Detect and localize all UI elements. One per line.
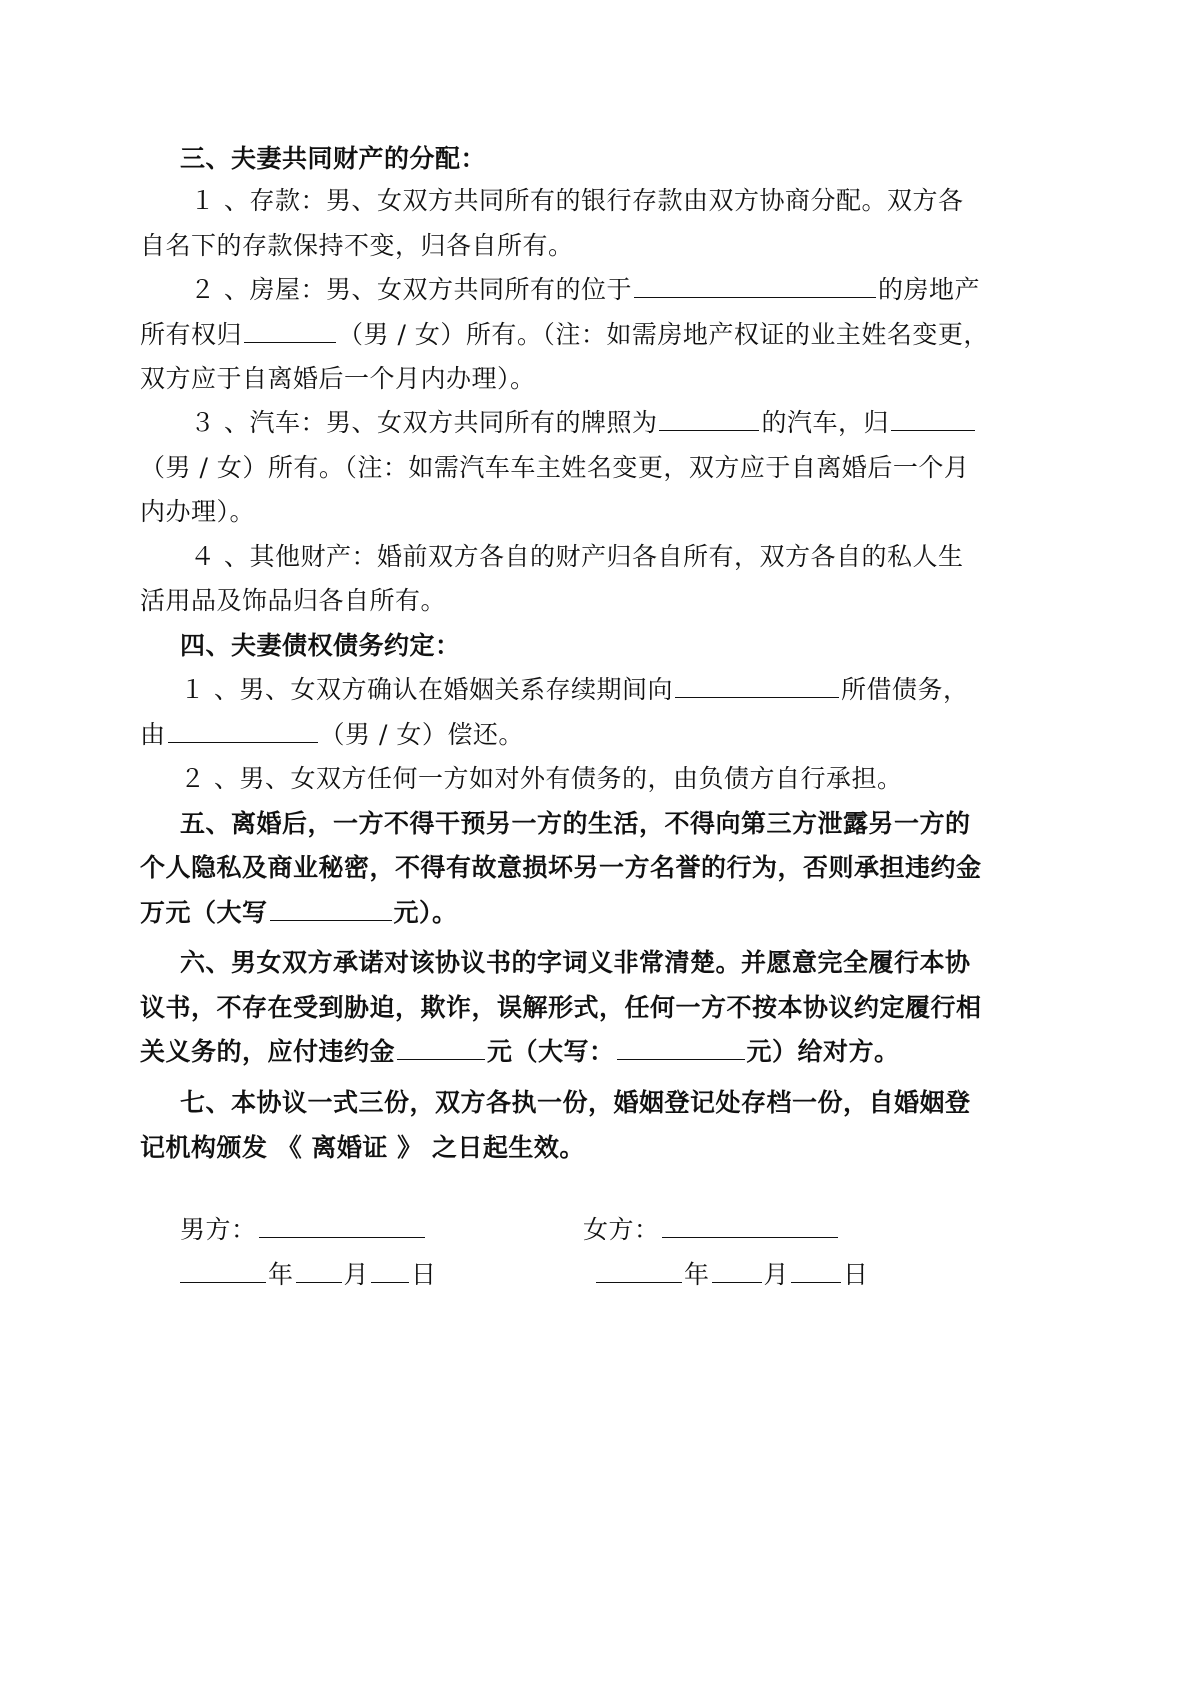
female-signature-blank[interactable]	[662, 1213, 838, 1238]
section5-line1: 五、离婚后，一方不得干预另一方的生活，不得向第三方泄露另一方的	[180, 809, 971, 838]
property-location-blank[interactable]	[634, 273, 876, 298]
debt-payer-blank[interactable]	[168, 718, 318, 743]
section4-item2: ２ 、男、女双方任何一方如对外有债务的，由负债方自行承担。	[180, 764, 903, 793]
section7-line1: 七、本协议一式三份，双方各执一份，婚姻登记处存档一份，自婚姻登	[180, 1088, 971, 1117]
section3-item1-line1: １ 、存款：男、女双方共同所有的银行存款由双方协商分配。双方各	[190, 186, 964, 215]
section6-line2: 议书，不存在受到胁迫，欺诈，误解形式，任何一方不按本协议约定履行相	[140, 993, 982, 1022]
male-signature: 男方：	[180, 1213, 427, 1247]
section3-item3-line3: 内办理）。	[140, 497, 256, 526]
section4-heading: 四、夫妻债权债务约定：	[180, 631, 461, 660]
section3-item3-line2: （男 / 女）所有。（注：如需汽车车主姓名变更，双方应于自离婚后一个月	[140, 453, 970, 482]
male-month-blank[interactable]	[296, 1258, 342, 1283]
section3-item2-line2: 所有权归 （男 / 女）所有。（注：如需房地产权证的业主姓名变更，	[140, 320, 989, 349]
section3-item3-line1: ３ 、汽车：男、女双方共同所有的牌照为 的汽车，归	[190, 406, 1110, 440]
male-year-blank[interactable]	[180, 1258, 266, 1283]
female-year-blank[interactable]	[596, 1258, 682, 1283]
section5-line2: 个人隐私及商业秘密，不得有故意损坏另一方名誉的行为，否则承担违约金	[140, 853, 982, 882]
male-date: 年 月 日	[180, 1258, 437, 1292]
female-day-blank[interactable]	[791, 1258, 841, 1283]
section6-line3: 关义务的，应付违约金 元（大写： 元）给对方。	[140, 1037, 900, 1066]
penalty-amount-words-blank[interactable]	[270, 896, 392, 921]
female-month-blank[interactable]	[712, 1258, 762, 1283]
section3-item2-line3: 双方应于自离婚后一个月内办理）。	[140, 364, 536, 393]
section6-line1: 六、男女双方承诺对该协议书的字词义非常清楚。并愿意完全履行本协	[180, 948, 971, 977]
section4-item1-line2: 由 （男 / 女）偿还。	[140, 720, 524, 749]
creditor-blank[interactable]	[675, 673, 839, 698]
car-plate-blank[interactable]	[659, 406, 759, 431]
breach-amount-words-blank[interactable]	[617, 1035, 745, 1060]
car-owner-blank[interactable]	[891, 406, 975, 431]
section4-item1-line1: １ 、男、女双方确认在婚姻关系存续期间向 所借债务，	[180, 675, 969, 704]
breach-amount-blank[interactable]	[397, 1035, 485, 1060]
section3-item2-line1: ２ 、房屋：男、女双方共同所有的位于 的房地产	[190, 275, 980, 304]
section3-item1-line2: 自名下的存款保持不变，归各自所有。	[140, 231, 574, 260]
male-day-blank[interactable]	[371, 1258, 409, 1283]
female-date: 年 月 日	[596, 1258, 869, 1292]
section5-line3: 万元（大写 元）。	[140, 898, 458, 927]
section3-heading: 三、夫妻共同财产的分配：	[180, 144, 487, 173]
female-signature: 女方：	[583, 1213, 840, 1247]
section7-line2: 记机构颁发 《 离婚证 》 之日起生效。	[140, 1133, 585, 1162]
section3-item4-line2: 活用品及饰品归各自所有。	[140, 586, 447, 615]
male-signature-blank[interactable]	[259, 1213, 425, 1238]
section3-item4-line1: ４ 、其他财产：婚前双方各自的财产归各自所有，双方各自的私人生	[190, 542, 964, 571]
property-owner-blank[interactable]	[244, 318, 336, 343]
